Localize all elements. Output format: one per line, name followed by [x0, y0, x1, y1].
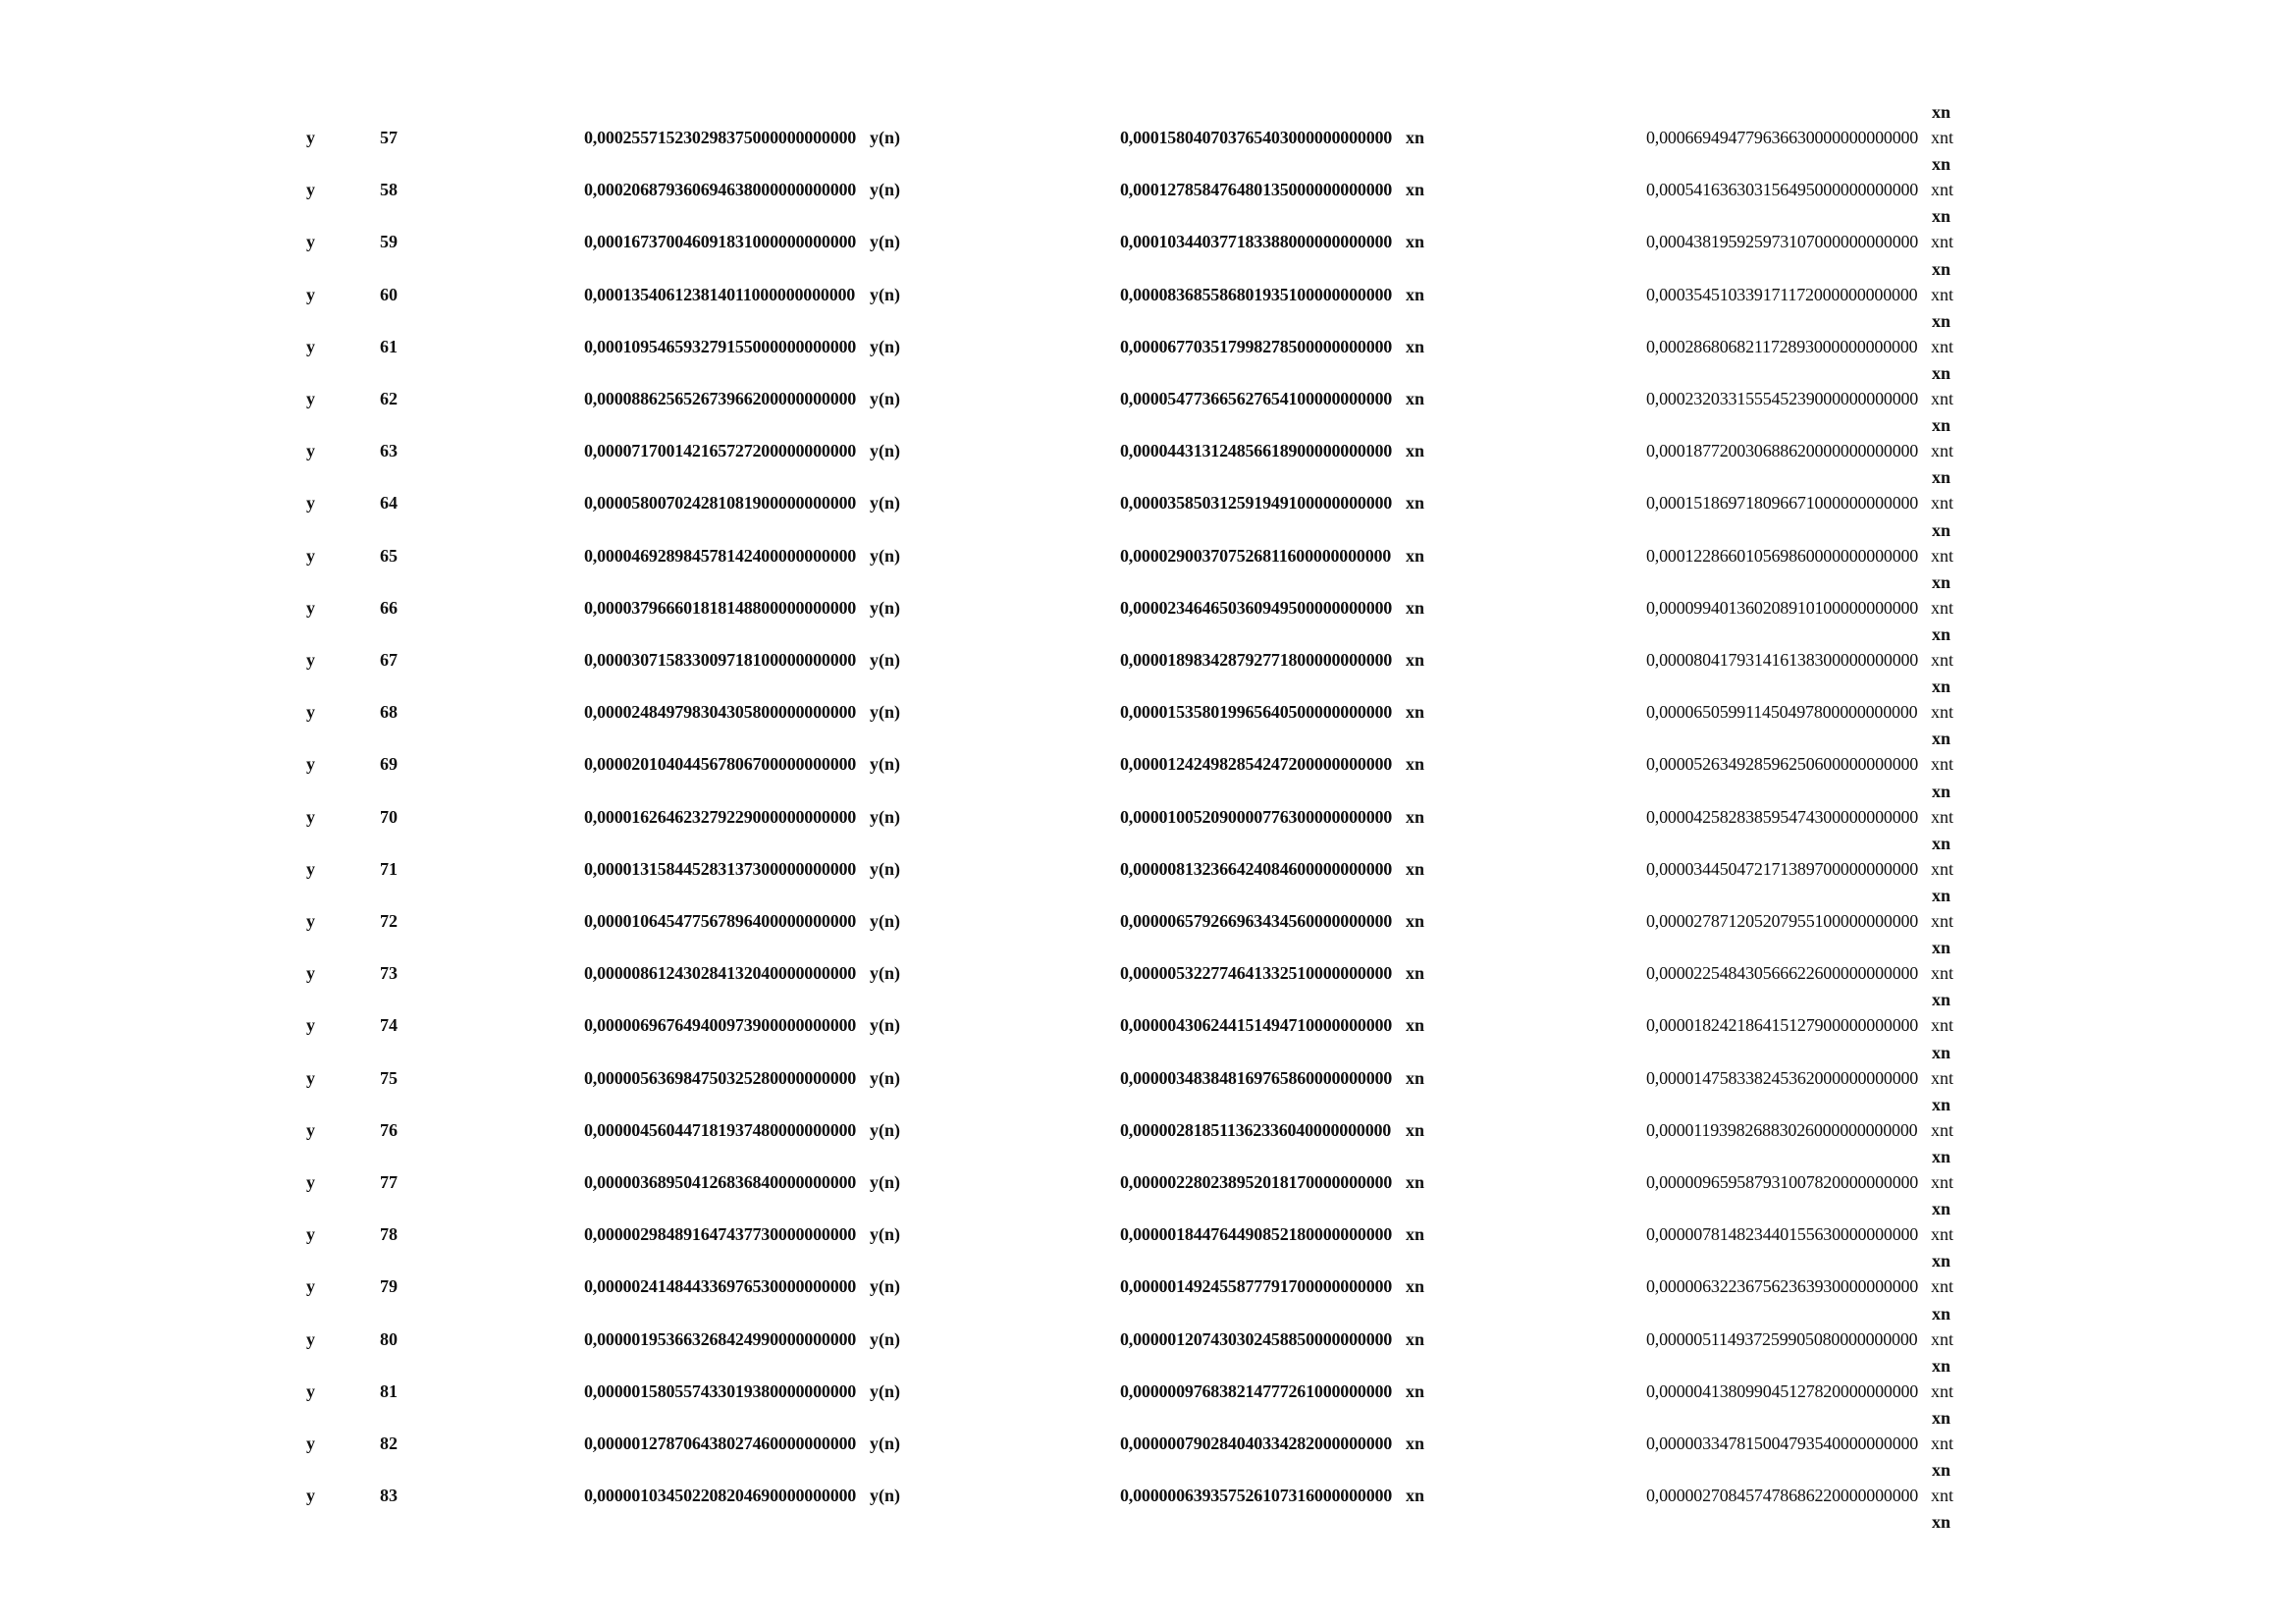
row-index: 70 [380, 806, 398, 827]
xnt-label: xnt [1931, 1067, 1954, 1088]
row-index: 58 [380, 180, 398, 200]
y-value: 0,000001278706438027460000000000 [584, 1434, 857, 1453]
xnt-label: xnt [1931, 858, 1954, 879]
table-row [0, 439, 2296, 462]
xnt-label: xnt [1931, 1119, 1954, 1140]
xnt-value: 0,000151869718096671000000000000 [1646, 493, 1919, 514]
xn-marker: xn [1932, 1042, 1951, 1062]
row-variable: y [306, 597, 315, 618]
table-row [0, 752, 2296, 776]
y-label: y(n) [870, 1328, 900, 1349]
row-index: 57 [380, 128, 398, 147]
row-index: 77 [380, 1172, 398, 1192]
row-variable: y [306, 702, 315, 723]
xn-value: 0,000000639357526107316000000000 [1120, 1486, 1393, 1506]
y-label: y(n) [870, 806, 900, 827]
xn-marker: xn [1932, 363, 1951, 383]
xn-label: xn [1406, 597, 1425, 618]
table-row [0, 178, 2296, 201]
xnt-label: xnt [1931, 493, 1954, 514]
y-value: 0,000001580557433019380000000000 [584, 1380, 857, 1401]
xnt-value: 0,000099401360208910100000000000 [1646, 597, 1919, 618]
y-value: 0,000167370046091831000000000000 [584, 232, 857, 252]
y-label: y(n) [870, 1119, 900, 1140]
y-value: 0,000020104044567806700000000000 [584, 754, 857, 775]
xn-value: 0,000054773665627654100000000000 [1120, 389, 1393, 408]
row-variable: y [306, 1224, 315, 1245]
row-variable: y [306, 1172, 315, 1192]
xn-label: xn [1406, 806, 1425, 827]
xn-label: xn [1406, 493, 1425, 514]
row-variable: y [306, 1486, 315, 1506]
table-row [0, 1222, 2296, 1246]
xnt-value: 0,000034450472171389700000000000 [1646, 858, 1919, 879]
xn-label: xn [1406, 1434, 1425, 1453]
row-index: 74 [380, 1015, 398, 1036]
table-row [0, 857, 2296, 881]
xn-marker: xn [1932, 571, 1951, 592]
xnt-value: 0,000009659587931007820000000000 [1646, 1172, 1919, 1192]
y-label: y(n) [870, 336, 900, 356]
y-value: 0,000010645477567896400000000000 [584, 911, 857, 931]
xn-label: xn [1406, 1172, 1425, 1192]
row-variable: y [306, 441, 315, 461]
row-variable: y [306, 1119, 315, 1140]
xn-value: 0,000008132366424084600000000000 [1120, 858, 1393, 879]
xn-marker: xn [1932, 519, 1951, 540]
y-label: y(n) [870, 389, 900, 408]
y-value: 0,000037966601818148800000000000 [584, 597, 857, 618]
xn-label: xn [1406, 1328, 1425, 1349]
row-index: 59 [380, 232, 398, 252]
xnt-label: xnt [1931, 180, 1954, 200]
xnt-label: xnt [1931, 754, 1954, 775]
xnt-label: xnt [1931, 1224, 1954, 1245]
xn-marker: xn [1932, 624, 1951, 644]
xn-value: 0,000004306244151494710000000000 [1120, 1015, 1393, 1036]
row-index: 63 [380, 441, 398, 461]
xn-marker: xn [1932, 1147, 1951, 1166]
xn-label: xn [1406, 232, 1425, 252]
xn-value: 0,000001492455877791700000000000 [1120, 1276, 1393, 1297]
table-row [0, 805, 2296, 829]
xn-marker: xn [1932, 258, 1951, 279]
xn-value: 0,000083685586801935100000000000 [1120, 284, 1393, 304]
table-row [0, 1066, 2296, 1090]
xnt-label: xnt [1931, 1380, 1954, 1401]
row-variable: y [306, 389, 315, 408]
xn-marker: xn [1932, 1251, 1951, 1271]
xn-value: 0,000010052090000776300000000000 [1120, 806, 1393, 827]
xn-marker: xn [1932, 1355, 1951, 1376]
xn-marker: xn [1932, 1199, 1951, 1219]
xn-marker: xn [1932, 886, 1951, 905]
xnt-value: 0,000014758338245362000000000000 [1646, 1067, 1919, 1088]
xn-marker: xn [1932, 1094, 1951, 1114]
xnt-value: 0,000541636303156495000000000000 [1646, 180, 1919, 200]
xnt-label: xnt [1931, 963, 1954, 984]
xn-marker: xn [1932, 676, 1951, 697]
xn-label: xn [1406, 1486, 1425, 1506]
row-variable: y [306, 858, 315, 879]
table-row [0, 283, 2296, 306]
xn-marker: xn [1932, 1303, 1951, 1324]
xn-marker: xn [1932, 938, 1951, 958]
xnt-label: xnt [1931, 650, 1954, 670]
row-variable: y [306, 180, 315, 200]
xnt-value: 0,000004138099045127820000000000 [1646, 1380, 1919, 1401]
y-label: y(n) [870, 650, 900, 670]
xn-marker: xn [1932, 781, 1951, 801]
y-value: 0,000135406123814011000000000000 [584, 284, 856, 304]
y-label: y(n) [870, 1172, 900, 1192]
xn-label: xn [1406, 1119, 1425, 1140]
row-variable: y [306, 1434, 315, 1453]
xnt-value: 0,000065059911450497800000000000 [1646, 702, 1918, 723]
row-index: 61 [380, 336, 398, 356]
row-index: 67 [380, 650, 398, 670]
xnt-value: 0,000005114937259905080000000000 [1646, 1328, 1918, 1349]
xn-value: 0,000002280238952018170000000000 [1120, 1172, 1393, 1192]
xnt-label: xnt [1931, 1434, 1954, 1453]
xn-marker: xn [1932, 467, 1951, 488]
row-index: 62 [380, 389, 398, 408]
xnt-value: 0,000003347815004793540000000000 [1646, 1434, 1919, 1453]
xnt-value: 0,000122866010569860000000000000 [1646, 545, 1919, 566]
y-label: y(n) [870, 858, 900, 879]
xn-value: 0,000012424982854247200000000000 [1120, 754, 1393, 775]
table-row [0, 335, 2296, 358]
xn-value: 0,000000790284040334282000000000 [1120, 1434, 1393, 1453]
table-row [0, 1432, 2296, 1455]
row-index: 66 [380, 597, 398, 618]
xnt-value: 0,000232033155545239000000000000 [1646, 389, 1919, 408]
row-index: 65 [380, 545, 398, 566]
xnt-value: 0,000438195925973107000000000000 [1646, 232, 1919, 252]
xn-label: xn [1406, 702, 1425, 723]
row-variable: y [306, 1067, 315, 1088]
xn-marker: xn [1932, 154, 1951, 175]
y-label: y(n) [870, 1224, 900, 1245]
row-index: 75 [380, 1067, 398, 1088]
table-row [0, 1118, 2296, 1142]
table-row [0, 1484, 2296, 1507]
xnt-label: xnt [1931, 389, 1954, 408]
y-value: 0,000008612430284132040000000000 [584, 963, 857, 984]
xnt-label: xnt [1931, 232, 1954, 252]
xn-label: xn [1406, 1015, 1425, 1036]
y-value: 0,000071700142165727200000000000 [584, 441, 857, 461]
xnt-value: 0,000354510339171172000000000000 [1646, 284, 1918, 304]
xn-value: 0,000127858476480135000000000000 [1120, 180, 1393, 200]
y-value: 0,000024849798304305800000000000 [584, 702, 857, 723]
xn-marker: xn [1932, 310, 1951, 331]
row-variable: y [306, 493, 315, 514]
row-variable: y [306, 1276, 315, 1297]
row-variable: y [306, 806, 315, 827]
y-label: y(n) [870, 1486, 900, 1506]
table-row [0, 961, 2296, 985]
y-label: y(n) [870, 284, 900, 304]
xn-value: 0,000000976838214777261000000000 [1120, 1380, 1393, 1401]
xn-label: xn [1406, 284, 1425, 304]
y-label: y(n) [870, 911, 900, 931]
xn-marker: xn [1932, 729, 1951, 749]
y-value: 0,000003689504126836840000000000 [584, 1172, 857, 1192]
y-label: y(n) [870, 232, 900, 252]
y-value: 0,000002414844336976530000000000 [584, 1276, 857, 1297]
table-row [0, 230, 2296, 253]
row-variable: y [306, 650, 315, 670]
xnt-label: xnt [1931, 1015, 1954, 1036]
row-variable: y [306, 1015, 315, 1036]
xnt-label: xnt [1931, 336, 1954, 356]
xn-value: 0,000018983428792771800000000000 [1120, 650, 1393, 670]
xnt-label: xnt [1931, 806, 1954, 827]
y-label: y(n) [870, 441, 900, 461]
xn-label: xn [1406, 336, 1425, 356]
xnt-label: xnt [1931, 702, 1954, 723]
xn-value: 0,000103440377183388000000000000 [1120, 232, 1393, 252]
y-label: y(n) [870, 545, 900, 566]
xnt-value: 0,000006322367562363930000000000 [1646, 1276, 1919, 1297]
xnt-label: xnt [1931, 128, 1954, 147]
y-label: y(n) [870, 1015, 900, 1036]
xnt-value: 0,000052634928596250600000000000 [1646, 754, 1919, 775]
table-row [0, 1327, 2296, 1351]
row-index: 73 [380, 963, 398, 984]
xnt-label: xnt [1931, 1172, 1954, 1192]
y-value: 0,000109546593279155000000000000 [584, 336, 857, 356]
xnt-value: 0,000080417931416138300000000000 [1646, 650, 1919, 670]
row-index: 79 [380, 1276, 398, 1297]
row-index: 60 [380, 284, 398, 304]
row-variable: y [306, 754, 315, 775]
y-label: y(n) [870, 1380, 900, 1401]
row-index: 71 [380, 858, 398, 879]
y-value: 0,000005636984750325280000000000 [584, 1067, 857, 1088]
xn-label: xn [1406, 754, 1425, 775]
xn-marker: xn [1932, 833, 1951, 853]
table-row [0, 1170, 2296, 1194]
row-variable: y [306, 1328, 315, 1349]
xn-value: 0,000006579266963434560000000000 [1120, 911, 1393, 931]
y-value: 0,000001953663268424990000000000 [584, 1328, 857, 1349]
xn-marker: xn [1932, 206, 1951, 227]
xn-value: 0,000002818511362336040000000000 [1120, 1119, 1392, 1140]
y-label: y(n) [870, 180, 900, 200]
xn-label: xn [1406, 545, 1425, 566]
row-index: 68 [380, 702, 398, 723]
y-value: 0,000016264623279229000000000000 [584, 806, 857, 827]
row-index: 72 [380, 911, 398, 931]
y-label: y(n) [870, 597, 900, 618]
row-variable: y [306, 1380, 315, 1401]
y-value: 0,000013158445283137300000000000 [584, 858, 857, 879]
row-index: 81 [380, 1380, 398, 1401]
xnt-value: 0,000669494779636630000000000000 [1646, 128, 1919, 147]
y-value: 0,000004560447181937480000000000 [584, 1119, 857, 1140]
xn-marker: xn [1932, 415, 1951, 436]
table-row [0, 1380, 2296, 1403]
y-value: 0,000058007024281081900000000000 [584, 493, 857, 514]
row-variable: y [306, 336, 315, 356]
row-variable: y [306, 284, 315, 304]
xn-value: 0,000015358019965640500000000000 [1120, 702, 1393, 723]
xnt-label: xnt [1931, 441, 1954, 461]
xn-label: xn [1406, 1067, 1425, 1088]
xnt-value: 0,000007814823440155630000000000 [1646, 1224, 1919, 1245]
xn-value: 0,000029003707526811600000000000 [1120, 545, 1392, 566]
y-value: 0,000206879360694638000000000000 [584, 180, 857, 200]
row-variable: y [306, 545, 315, 566]
row-index: 80 [380, 1328, 398, 1349]
row-variable: y [306, 963, 315, 984]
xnt-label: xnt [1931, 597, 1954, 618]
row-variable: y [306, 128, 315, 147]
xnt-value: 0,000187720030688620000000000000 [1646, 441, 1919, 461]
xnt-value: 0,000027871205207955100000000000 [1646, 911, 1919, 931]
row-index: 83 [380, 1486, 398, 1506]
xn-label: xn [1406, 180, 1425, 200]
row-index: 76 [380, 1119, 398, 1140]
xn-value: 0,000044313124856618900000000000 [1120, 441, 1393, 461]
xn-label: xn [1406, 650, 1425, 670]
y-value: 0,000088625652673966200000000000 [584, 389, 857, 408]
y-label: y(n) [870, 1434, 900, 1453]
y-label: y(n) [870, 1276, 900, 1297]
row-variable: y [306, 911, 315, 931]
xn-label: xn [1406, 963, 1425, 984]
xn-value: 0,000035850312591949100000000000 [1120, 493, 1393, 514]
row-index: 78 [380, 1224, 398, 1245]
xn-label: xn [1406, 1224, 1425, 1245]
xn-label: xn [1406, 389, 1425, 408]
xn-label: xn [1406, 1276, 1425, 1297]
y-value: 0,000001034502208204690000000000 [584, 1486, 857, 1506]
xn-marker: xn [1932, 1408, 1951, 1428]
row-index: 69 [380, 754, 398, 775]
xn-label: xn [1406, 128, 1425, 147]
y-value: 0,000030715833009718100000000000 [584, 650, 857, 670]
y-label: y(n) [870, 963, 900, 984]
xn-label: xn [1406, 1380, 1425, 1401]
table-row [0, 1274, 2296, 1298]
xn-label: xn [1406, 911, 1425, 931]
xn-value: 0,000005322774641332510000000000 [1120, 963, 1393, 984]
table-row [0, 544, 2296, 568]
y-label: y(n) [870, 128, 900, 147]
table-row [0, 596, 2296, 620]
xn-value: 0,000023464650360949500000000000 [1120, 597, 1393, 618]
xn-marker: xn [1932, 1512, 1951, 1533]
xn-value: 0,000001844764490852180000000000 [1120, 1224, 1393, 1245]
xn-label: xn [1406, 441, 1425, 461]
y-label: y(n) [870, 1067, 900, 1088]
y-label: y(n) [870, 702, 900, 723]
xnt-value: 0,000011939826883026000000000000 [1646, 1119, 1918, 1140]
xn-value: 0,000158040703765403000000000000 [1120, 128, 1393, 147]
xn-marker: xn [1932, 1460, 1951, 1481]
xnt-label: xnt [1931, 545, 1954, 566]
xnt-value: 0,000042582838595474300000000000 [1646, 806, 1919, 827]
table-row [0, 648, 2296, 672]
y-value: 0,000006967649400973900000000000 [584, 1015, 857, 1036]
xn-marker: xn [1932, 102, 1951, 122]
xn-value: 0,000067703517998278500000000000 [1120, 336, 1393, 356]
y-label: y(n) [870, 754, 900, 775]
row-index: 82 [380, 1434, 398, 1453]
row-index: 64 [380, 493, 398, 514]
y-value: 0,000255715230298375000000000000 [584, 128, 857, 147]
table-row [0, 387, 2296, 410]
table-row [0, 491, 2296, 514]
xnt-value: 0,000018242186415127900000000000 [1646, 1015, 1919, 1036]
xn-value: 0,000003483848169765860000000000 [1120, 1067, 1393, 1088]
xnt-value: 0,000286806821172893000000000000 [1646, 336, 1918, 356]
xnt-label: xnt [1931, 1328, 1954, 1349]
xnt-value: 0,000002708457478686220000000000 [1646, 1486, 1919, 1506]
xnt-label: xnt [1931, 284, 1954, 304]
xn-marker: xn [1932, 990, 1951, 1010]
table-row [0, 909, 2296, 933]
y-value: 0,000046928984578142400000000000 [584, 545, 857, 566]
xnt-label: xnt [1931, 1486, 1954, 1506]
xn-label: xn [1406, 858, 1425, 879]
row-variable: y [306, 232, 315, 252]
table-row [0, 126, 2296, 149]
table-row [0, 1013, 2296, 1037]
y-label: y(n) [870, 493, 900, 514]
xnt-label: xnt [1931, 1276, 1954, 1297]
xnt-value: 0,000022548430566622600000000000 [1646, 963, 1919, 984]
y-value: 0,000002984891647437730000000000 [584, 1224, 857, 1245]
xnt-label: xnt [1931, 911, 1954, 931]
xn-value: 0,000001207430302458850000000000 [1120, 1328, 1393, 1349]
table-row [0, 700, 2296, 724]
